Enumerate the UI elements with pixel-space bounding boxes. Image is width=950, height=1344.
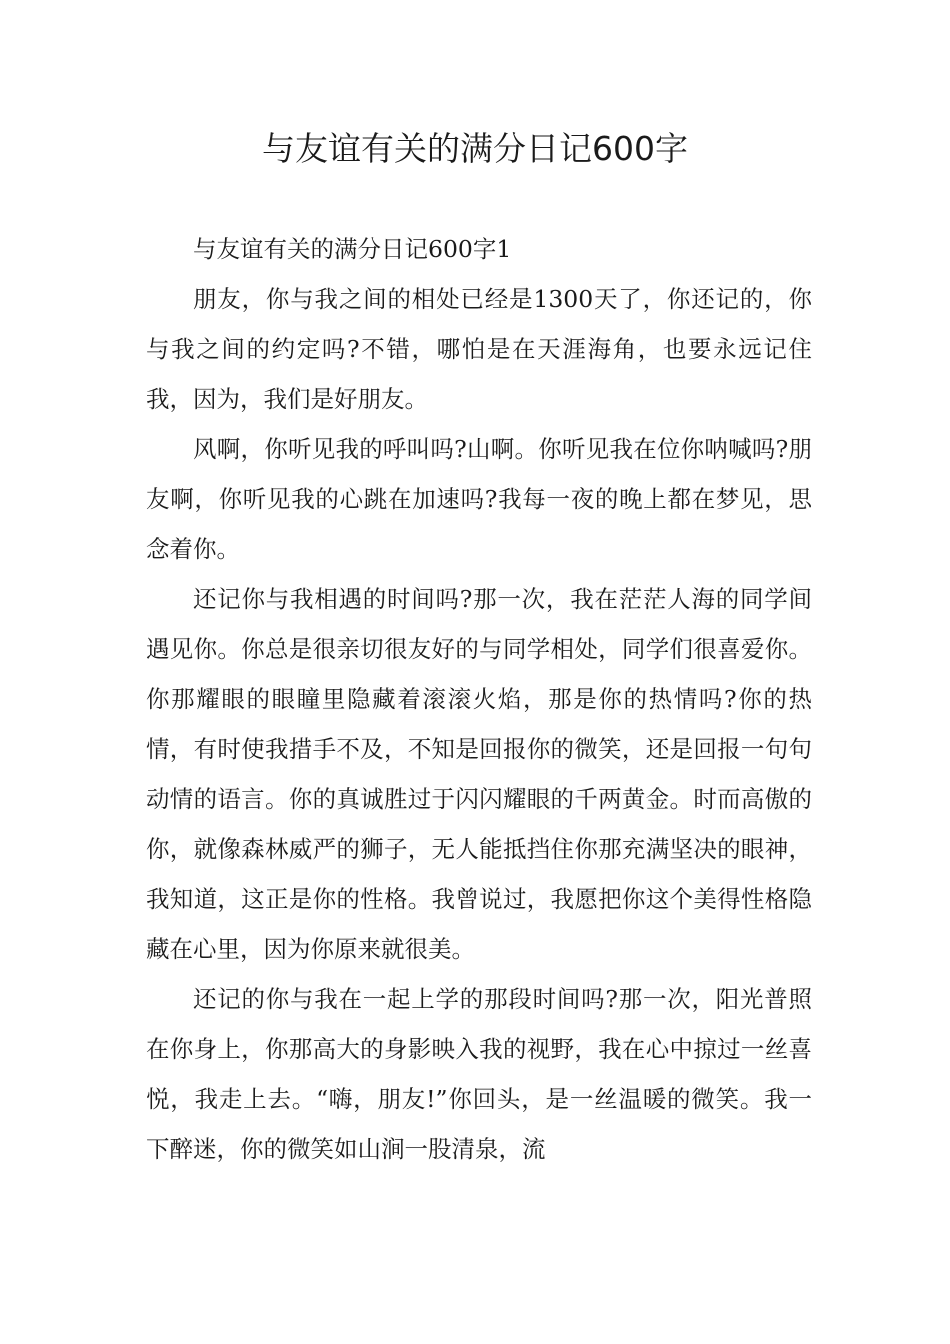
paragraph: 还记的你与我在一起上学的那段时间吗?那一次，阳光普照在你身上，你那高大的身影映入我的视野，我在心中掠过一丝喜悦，我走上去。“嗨，朋友!”你回头，是一丝温暖的微笑。我一下醉迷，你的微笑如山涧一股清泉，流 (146, 985, 812, 1163)
paragraph: 还记你与我相遇的时间吗?那一次，我在茫茫人海的同学间遇见你。你总是很亲切很友好的与同学相处，同学们很喜爱你。你那耀眼的眼瞳里隐藏着滚滚火焰，那是你的热情吗?你的热情，有时使我措手不及，不知是回报你的微笑，还是回报一句句动情的语言。你的真诚胜过于闪闪耀眼的千两黄金。时而高傲的你，就像森林威严的狮子，无人能抵挡住你那充满坚决的眼神，我知道，这正是你的性格。我曾说过，我愿把你这个美得性格隐藏在心里，因为你原来就很美。 (146, 585, 812, 963)
page-title: 与友谊有关的满分日记600字 (262, 129, 688, 168)
document-body (146, 224, 812, 1174)
section-heading: 与友谊有关的满分日记600字1 (193, 235, 512, 263)
paragraph: 风啊，你听见我的呼叫吗?山啊。你听见我在位你呐喊吗?朋友啊，你听见我的心跳在加速吗?我每一夜的晚上都在梦见，思念着你。 (146, 435, 812, 563)
paragraph: 朋友，你与我之间的相处已经是1300天了，你还记的，你与我之间的约定吗?不错，哪怕是在天涯海角，也要永远记住我，因为，我们是好朋友。 (146, 285, 812, 413)
